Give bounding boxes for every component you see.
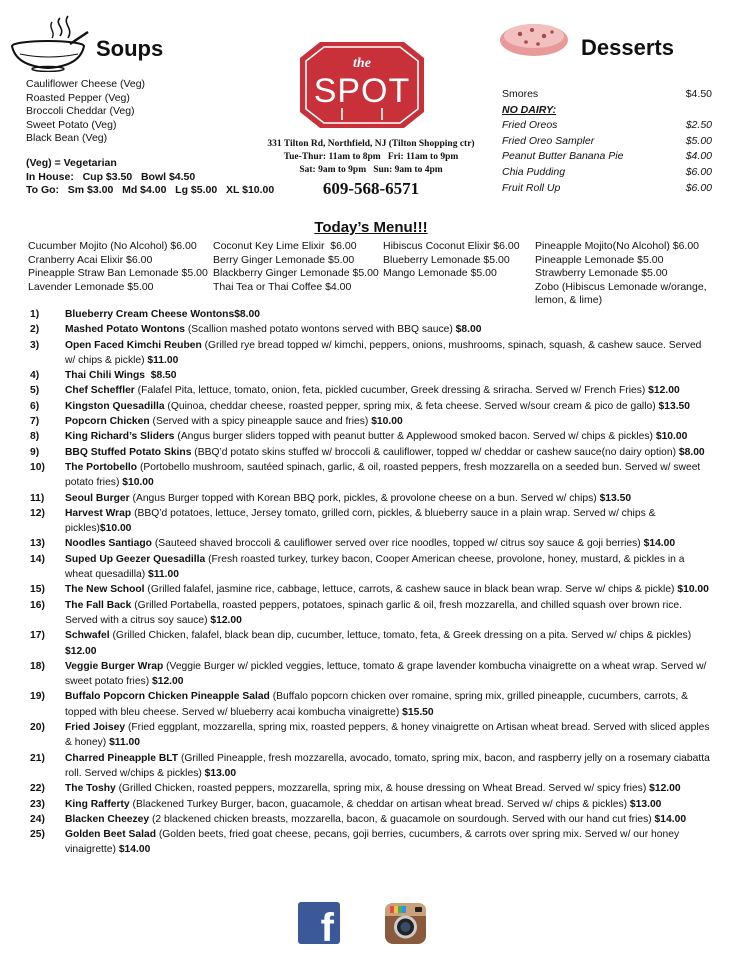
menu-item-text xyxy=(65,399,710,414)
menu-item-name: Open Faced Kimchi Reuben xyxy=(65,339,202,351)
drink-item: Strawberry Lemonade $5.00 xyxy=(535,267,668,280)
menu-item-text xyxy=(65,506,710,537)
menu-item-text xyxy=(65,552,710,583)
menu-item-text xyxy=(65,445,710,460)
menu-item xyxy=(30,598,710,629)
menu-item-number: 23) xyxy=(30,798,45,810)
drink-item: lemon, & lime) xyxy=(535,294,603,307)
menu-item-price: $12.00 xyxy=(152,676,184,688)
menu-item-number: 13) xyxy=(30,538,45,550)
drinks-column-2 xyxy=(213,240,383,294)
menu-item-price: $8.00 xyxy=(678,446,705,458)
to-go-prices: To Go: Sm $3.00 Md $4.00 Lg $5.00 XL $10.00 xyxy=(26,184,275,197)
menu-item-description: (Grilled Chicken, falafel, black bean dip, cucumber, lettuce, tomato, feta, & Greek dressing on a pita. Served w/ chips & pickles) xyxy=(109,630,694,642)
menu-item-text xyxy=(65,307,710,322)
menu-item-name: Buffalo Popcorn Chicken Pineapple Salad xyxy=(65,691,270,703)
menu-item-number: 7) xyxy=(30,416,40,428)
menu-item-text xyxy=(65,720,713,751)
drink-item: Cucumber Mojito (No Alcohol) $6.00 xyxy=(28,240,197,252)
menu-item-price: $15.50 xyxy=(402,706,434,718)
menu-item-description: (Grilled Chicken, roasted peppers, mozzarella, spring mix, & house dressing on Wheat Bread. Served w/ spicy fries) xyxy=(115,783,650,795)
menu-item xyxy=(30,368,710,383)
menu-item-price: $11.00 xyxy=(109,737,141,749)
menu-item-description: (Golden beets, fried goat cheese, pecans, goji berries, cucumbers, & carrots over spring mix. Served w/ our honey vinaigrette) xyxy=(65,829,682,856)
menu-item-text xyxy=(65,536,710,551)
menu-item xyxy=(30,491,710,506)
menu-item-name: The Fall Back xyxy=(65,599,132,611)
menu-item-text xyxy=(65,781,710,796)
soup-item: Roasted Pepper (Veg) xyxy=(26,91,130,104)
menu-item xyxy=(30,536,710,551)
menu-item xyxy=(30,399,710,414)
menu-item-name: The New School xyxy=(65,584,145,596)
menu-item-text xyxy=(65,414,710,429)
menu-item-text xyxy=(65,628,710,659)
soup-item: Black Bean (Veg) xyxy=(26,132,108,145)
soups-list xyxy=(26,78,256,146)
dessert-item xyxy=(502,135,712,151)
menu-item-price: $8.50 xyxy=(150,370,177,382)
menu-item xyxy=(30,307,710,322)
menu-item xyxy=(30,628,710,659)
drinks-column-1 xyxy=(28,240,213,294)
menu-item-description: (BBQ’d potato skins stuffed w/ broccoli & cauliflower, topped w/ cheddar or cashew sauce(no dairy option) xyxy=(191,446,679,458)
menu-item-name: Charred Pineapple BLT xyxy=(65,752,179,764)
menu-item-number: 17) xyxy=(30,630,45,642)
menu-item xyxy=(30,506,710,537)
menu-item-number: 1) xyxy=(30,309,40,320)
in-house-prices: In House: Cup $3.50 Bowl $4.50 xyxy=(26,170,196,183)
store-info xyxy=(256,138,486,200)
menu-item-description: (Fresh roasted turkey, turkey bacon, Cooper American cheese, provolone, honey, mustard, & pickles in a wheat quesadilla) xyxy=(65,553,688,581)
drink-item: Blueberry Lemonade $5.00 xyxy=(383,253,510,266)
menu-item-number: 21) xyxy=(30,752,45,764)
menu-item-text xyxy=(65,659,710,690)
dessert-price: $2.50 xyxy=(685,119,712,132)
menu-item-number: 4) xyxy=(30,370,40,382)
todays-menu-title: Today’s Menu!!! xyxy=(314,219,428,236)
drink-item: Blackberry Ginger Lemonade $5.00 xyxy=(213,267,379,280)
menu-item-description: (Angus Burger topped with Korean BBQ pork, pickles, & provolone cheese on a bun. Served w/ chips) xyxy=(129,492,600,504)
menu-item-name: Mashed Potato Wontons xyxy=(65,324,185,336)
drink-item: Pineapple Lemonade $5.00 xyxy=(535,253,664,266)
cookie-icon xyxy=(498,18,570,60)
menu-item-number: 20) xyxy=(30,722,45,734)
menu-item-number: 14) xyxy=(30,553,45,565)
menu-item-name: Schwafel xyxy=(65,630,110,642)
hours-weekend: Sat: 9am to 9pm Sun: 9am to 4pm xyxy=(299,164,443,175)
menu-item-description: (Grilled rye bread topped w/ kimchi, peppers, onions, mushrooms, spinach, squash, & cashew sauce. Served w/ chips & pickle) xyxy=(65,339,705,366)
menu-item-text xyxy=(65,582,710,597)
facebook-icon[interactable] xyxy=(298,902,340,950)
menu-item xyxy=(30,827,710,858)
menu-item-name: Thai Chili Wings xyxy=(65,370,145,382)
menu-item-text xyxy=(65,689,710,720)
dessert-item xyxy=(502,119,712,135)
drink-item: Thai Tea or Thai Coffee $4.00 xyxy=(213,280,352,293)
menu-list xyxy=(30,307,713,858)
menu-item xyxy=(30,797,710,812)
menu-item-price: $12.00 xyxy=(65,645,97,657)
veg-note: (Veg) = Vegetarian xyxy=(26,157,117,169)
dessert-name: Smores xyxy=(502,88,539,100)
menu-item-text xyxy=(65,812,710,827)
menu-item-text xyxy=(65,598,710,629)
menu-item-name: Fried Joisey xyxy=(65,722,126,734)
menu-item-price: $8.00 xyxy=(455,324,482,336)
desserts-list xyxy=(502,88,712,197)
drink-item: Pineapple Straw Ban Lemonade $5.00 xyxy=(28,267,208,280)
drink-item: Mango Lemonade $5.00 xyxy=(383,267,497,280)
menu-item-description: (Angus burger sliders topped with peanut butter & Applewood smoked bacon. Served w/ chips & pickles) xyxy=(174,431,656,443)
menu-item-description: (Quinoa, cheddar cheese, roasted pepper, spring mix, & feta cheese. Served w/sour cream & pico de gallo) xyxy=(164,400,659,412)
menu-item-text xyxy=(65,827,710,858)
menu-item-price: $14.00 xyxy=(643,538,676,550)
dessert-price: $6.00 xyxy=(685,181,712,194)
drink-item: Cranberry Acai Elixir $6.00 xyxy=(28,253,153,266)
menu-item-number: 6) xyxy=(30,400,40,412)
menu-item-price: $8.00 xyxy=(234,309,260,320)
menu-item-number: 15) xyxy=(30,584,45,596)
desserts-title: Desserts xyxy=(581,35,674,60)
menu-item-price: $10.00 xyxy=(677,584,709,596)
menu-item xyxy=(30,781,710,796)
menu-item-number: 3) xyxy=(30,339,40,351)
logo-the-text: the xyxy=(353,56,371,71)
menu-item-name: Popcorn Chicken xyxy=(65,416,150,428)
menu-item-name: Blacken Cheezey xyxy=(65,813,150,825)
menu-item-text xyxy=(65,751,713,782)
no-dairy-heading xyxy=(502,104,712,120)
menu-item-name: The Toshy xyxy=(65,783,116,795)
facebook-letter: f xyxy=(320,906,334,950)
menu-item-description: (Scallion mashed potato wontons served with BBQ sauce) xyxy=(184,324,456,336)
menu-item-number: 25) xyxy=(30,829,45,841)
menu-item-name: Veggie Burger Wrap xyxy=(65,660,164,672)
menu-item-name: Blueberry Cream Cheese Wontons xyxy=(65,309,235,320)
menu-item xyxy=(30,582,710,597)
menu-item xyxy=(30,338,710,369)
menu-item xyxy=(30,429,710,444)
menu-item-name: King Richard’s Sliders xyxy=(65,431,175,443)
menu-item-description: (Buffalo popcorn chicken over romaine, spring mix, grilled pineapple, cucumbers, carrots, & topped with bleu cheese. Served w/ blueberry acai kombucha vinaigrette) xyxy=(65,691,691,718)
menu-item-name: BBQ Stuffed Potato Skins xyxy=(65,446,192,458)
drink-item: Lavender Lemonade $5.00 xyxy=(28,280,154,293)
menu-item-description: (Blackened Turkey Burger, bacon, guacamole, & cheddar on artisan wheat bread. Served w/ chips & pickles) xyxy=(129,798,630,810)
menu-item-text xyxy=(65,429,710,444)
menu-item-name: Golden Beet Salad xyxy=(65,829,156,841)
menu-item xyxy=(30,552,710,583)
menu-item-price: $12.00 xyxy=(648,385,680,397)
soup-item: Sweet Potato (Veg) xyxy=(26,118,117,131)
drink-item: Hibiscus Coconut Elixir $6.00 xyxy=(383,240,520,252)
address: 331 Tilton Rd, Northfield, NJ (Tilton Shopping ctr) xyxy=(267,139,475,149)
drink-item: Zobo (Hibiscus Lemonade w/orange, xyxy=(535,280,707,293)
menu-item-price: $13.50 xyxy=(658,400,691,412)
dessert-item xyxy=(502,88,712,104)
menu-item-number: 10) xyxy=(30,461,45,473)
menu-item-price: $10.00 xyxy=(122,477,154,489)
menu-item-price: $13.00 xyxy=(204,767,237,779)
menu-item-description: (Grilled Pineapple, fresh mozzarella, avocado, tomato, spring mix, bacon, and raspberry jelly on a rosemary ciabatta roll. Served w/chips & pickles) xyxy=(65,752,713,779)
menu-item-price: $11.00 xyxy=(147,354,179,366)
menu-item-text xyxy=(65,383,710,398)
menu-item-description: (Portobello mushroom, sautéed spinach, garlic, & oil, roasted peppers, fresh mozzarella on a seeded bun. Served w/ sweet potato fries) xyxy=(65,461,704,489)
drinks-column-3 xyxy=(383,240,533,281)
menu-item-name: Chef Scheffler xyxy=(65,385,135,397)
menu-item-price: $14.00 xyxy=(118,844,151,856)
menu-item xyxy=(30,812,710,827)
menu-item-description: (Fried eggplant, mozzarella, spring mix, roasted peppers, & honey vinaigrette on Artisan wheat bread. Served with sliced apples & honey) xyxy=(65,722,713,749)
soup-bowl-icon xyxy=(8,14,90,72)
dessert-price: $6.00 xyxy=(685,165,712,178)
menu-item-description: (Grilled falafel, jasmine rice, cabbage, lettuce, carrots, & cashew sauce in black bean wrap. Serve w/ chips & pickle) xyxy=(144,584,678,596)
soups-title: Soups xyxy=(96,36,164,61)
dessert-price: $5.00 xyxy=(685,134,712,147)
menu-item-name: The Portobello xyxy=(65,461,138,473)
menu-item-description: (Sauteed shaved broccoli & cauliflower served over rice noodles, topped w/ citrus soy sauce & goji berries) xyxy=(151,538,644,550)
menu-item-description: (Falafel Pita, lettuce, tomato, onion, feta, pickled cucumber, Greek dressing & sriracha. Served w/ French Fries) xyxy=(134,385,649,397)
menu-item-text xyxy=(65,338,710,369)
menu-item-number: 19) xyxy=(30,691,45,703)
soups-pricing xyxy=(26,157,275,198)
menu-item-number: 9) xyxy=(30,446,40,458)
menu-item-description: (Grilled Portabella, roasted peppers, potatoes, spinach garlic & oil, fresh mozzarella, and chilled squash over brown rice. Served with a citrus soy sauce) xyxy=(65,599,685,626)
menu-item xyxy=(30,751,713,782)
instagram-icon[interactable] xyxy=(384,902,427,945)
dessert-name: Chia Pudding xyxy=(502,165,566,178)
soup-item: Cauliflower Cheese (Veg) xyxy=(26,78,146,90)
dessert-item xyxy=(502,166,712,182)
dessert-item xyxy=(502,182,712,198)
drinks-column-4 xyxy=(535,240,735,308)
menu-item-price: $12.00 xyxy=(210,614,242,626)
menu-item-number: 16) xyxy=(30,599,45,611)
menu-item-name: Suped Up Geezer Quesadilla xyxy=(65,553,206,565)
menu-item-name: Kingston Quesadilla xyxy=(65,400,165,412)
menu-item-text xyxy=(65,460,710,491)
menu-item-name: Seoul Burger xyxy=(65,492,130,504)
menu-item-description: (Served with a spicy pineapple sauce and fries) xyxy=(149,416,372,428)
menu-item xyxy=(30,414,710,429)
menu-item-price: $10.00 xyxy=(99,523,132,535)
menu-item xyxy=(30,720,713,751)
menu-item xyxy=(30,659,710,690)
dessert-name: Fried Oreo Sampler xyxy=(502,134,595,147)
dessert-name: Peanut Butter Banana Pie xyxy=(502,150,624,163)
hours-weekday: Tue-Thur: 11am to 8pm Fri: 11am to 9pm xyxy=(283,151,459,162)
menu-item-number: 24) xyxy=(30,813,45,825)
menu-item xyxy=(30,689,710,720)
menu-item-number: 11) xyxy=(30,492,45,504)
drink-item: Berry Ginger Lemonade $5.00 xyxy=(213,253,355,266)
menu-item-text xyxy=(65,368,710,383)
menu-item-description: (2 blackened chicken breasts, mozzarella, bacon, & guacamole on sourdough. Served with our hand cut fries) xyxy=(149,813,655,825)
menu-item xyxy=(30,322,710,337)
menu-item-price: $10.00 xyxy=(655,431,688,443)
menu-item-text xyxy=(65,322,710,337)
menu-item-name: Noodles Santiago xyxy=(65,538,152,550)
dessert-item xyxy=(502,150,712,166)
menu-item xyxy=(30,445,710,460)
the-spot-logo xyxy=(292,36,432,134)
menu-item-text xyxy=(65,491,710,506)
menu-item-price: $12.00 xyxy=(649,783,681,795)
logo-spot-text: SPOT xyxy=(313,72,411,110)
no-dairy-label: NO DAIRY: xyxy=(502,103,557,116)
menu-item-description: (Veggie Burger w/ pickled veggies, lettuce, tomato & grape lavender kombucha vinaigrette on a wheat wrap. Served w/ sweet potato fries) xyxy=(65,660,710,688)
phone-number: 609-568-6571 xyxy=(322,179,420,199)
dessert-price: $4.50 xyxy=(685,88,712,100)
menu-item-name: Harvest Wrap xyxy=(65,507,132,519)
menu-item-name: King Rafferty xyxy=(65,798,130,810)
menu-item-number: 2) xyxy=(30,324,40,336)
menu-item-number: 5) xyxy=(30,385,40,397)
menu-item-price: $14.00 xyxy=(654,813,687,825)
menu-item-text xyxy=(65,797,710,812)
drink-item: Coconut Key Lime Elixir $6.00 xyxy=(213,240,357,252)
menu-item-number: 12) xyxy=(30,507,45,519)
menu-item-number: 22) xyxy=(30,783,45,795)
dessert-name: Fruit Roll Up xyxy=(502,181,561,194)
soup-item: Broccoli Cheddar (Veg) xyxy=(26,105,135,118)
menu-item-description: (BBQ’d potatoes, lettuce, Jersey tomato, grilled corn, pickles, & blueberry sauce in a plain wrap. Served w/ chips & pickles) xyxy=(65,507,659,535)
menu-item xyxy=(30,460,710,491)
menu-item-number: 18) xyxy=(30,660,45,672)
dessert-price: $4.00 xyxy=(685,150,712,163)
dessert-name: Fried Oreos xyxy=(502,119,558,132)
drink-item: Pineapple Mojito(No Alcohol) $6.00 xyxy=(535,240,700,252)
menu-item-price: $11.00 xyxy=(148,569,179,581)
menu-item-price: $10.00 xyxy=(371,416,403,428)
menu-item-price: $13.00 xyxy=(629,798,662,810)
menu-item-price: $13.50 xyxy=(599,492,632,504)
menu-item-number: 8) xyxy=(30,431,40,443)
menu-item xyxy=(30,383,710,398)
